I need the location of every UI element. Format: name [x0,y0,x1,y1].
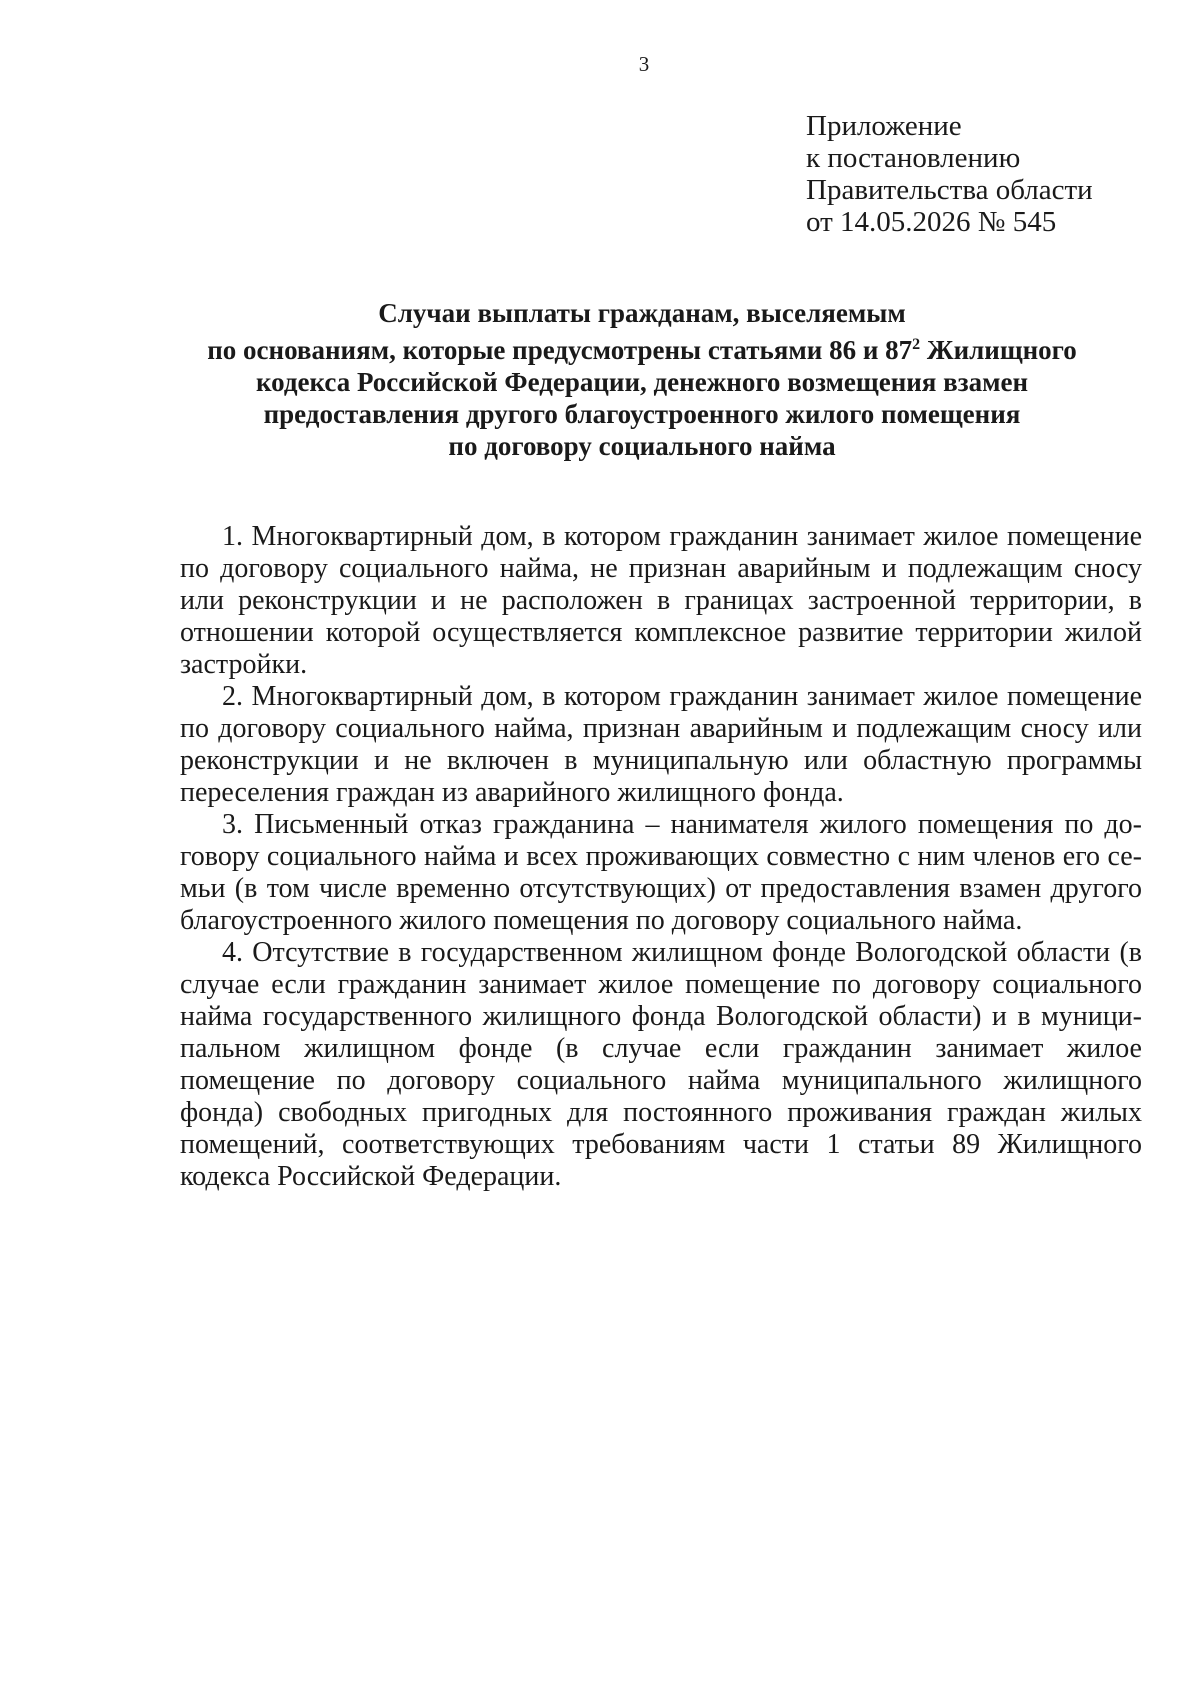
appendix-line: Правительства области [806,174,1093,206]
paragraph-3: 3. Письменный отказ гражданина – нанимателя жилого помещения по договору социального найма и всех проживающих совместно с ним членов его семьи (в том числе временно отсутствующих) от предоставления взамен другого благоустроенного жилого помещения по договору социального найма. [180,809,1142,936]
appendix-line: Приложение [806,110,962,142]
paragraph-2: 2. Многоквартирный дом, в котором гражданин занимает жилое помещение по договору социального найма, признан аварийным и подлежащим сносу или реконструкции и не включен в муниципальную или областную программы переселения граждан из аварийного жилищного фонда. [180,681,1142,808]
paragraph-1: 1. Многоквартирный дом, в котором гражданин занимает жилое помещение по договору социального найма, не признан аварийным и подлежащим сносу или реконструкции и не расположен в границах застроенной территории, в отношении которой осуществляется комплексное развитие территории жилой застройки. [180,521,1142,680]
title-line [140,329,1144,366]
document-body [180,521,1142,1193]
page-number: 3 [638,52,650,76]
title-line: предоставления другого благоустроенного жилого помещения [263,399,1021,429]
appendix-block [806,110,1093,238]
title-line-part: Жилищного [920,335,1077,365]
document-title [140,297,1144,462]
title-line: по договору социального найма [448,431,836,461]
superscript: 2 [912,336,921,353]
appendix-line: к постановлению [806,142,1021,174]
title-line: кодекса Российской Федерации, денежного возмещения взамен [255,367,1029,397]
title-line-part: по основаниям, которые предусмотрены статьями 86 и 87 [207,335,913,365]
paragraph-4: 4. Отсутствие в государственном жилищном фонде Вологодской области (в случае если гражданин занимает жилое помещение по договору социального найма государственного жилищного фонда Вологодской области) и в муниципальном жилищном фонде (в случае если гражданин занимает жилое помещение по договору социального найма муниципального жилищного фонда) свободных пригодных для постоянного проживания граждан жилых помещений, соответствующих требованиям части 1 статьи 89 Жилищного кодекса Российской Федерации. [180,937,1142,1192]
title-line: Случаи выплаты гражданам, выселяемым [378,298,906,328]
appendix-line: от 14.05.2026 № 545 [806,206,1057,238]
